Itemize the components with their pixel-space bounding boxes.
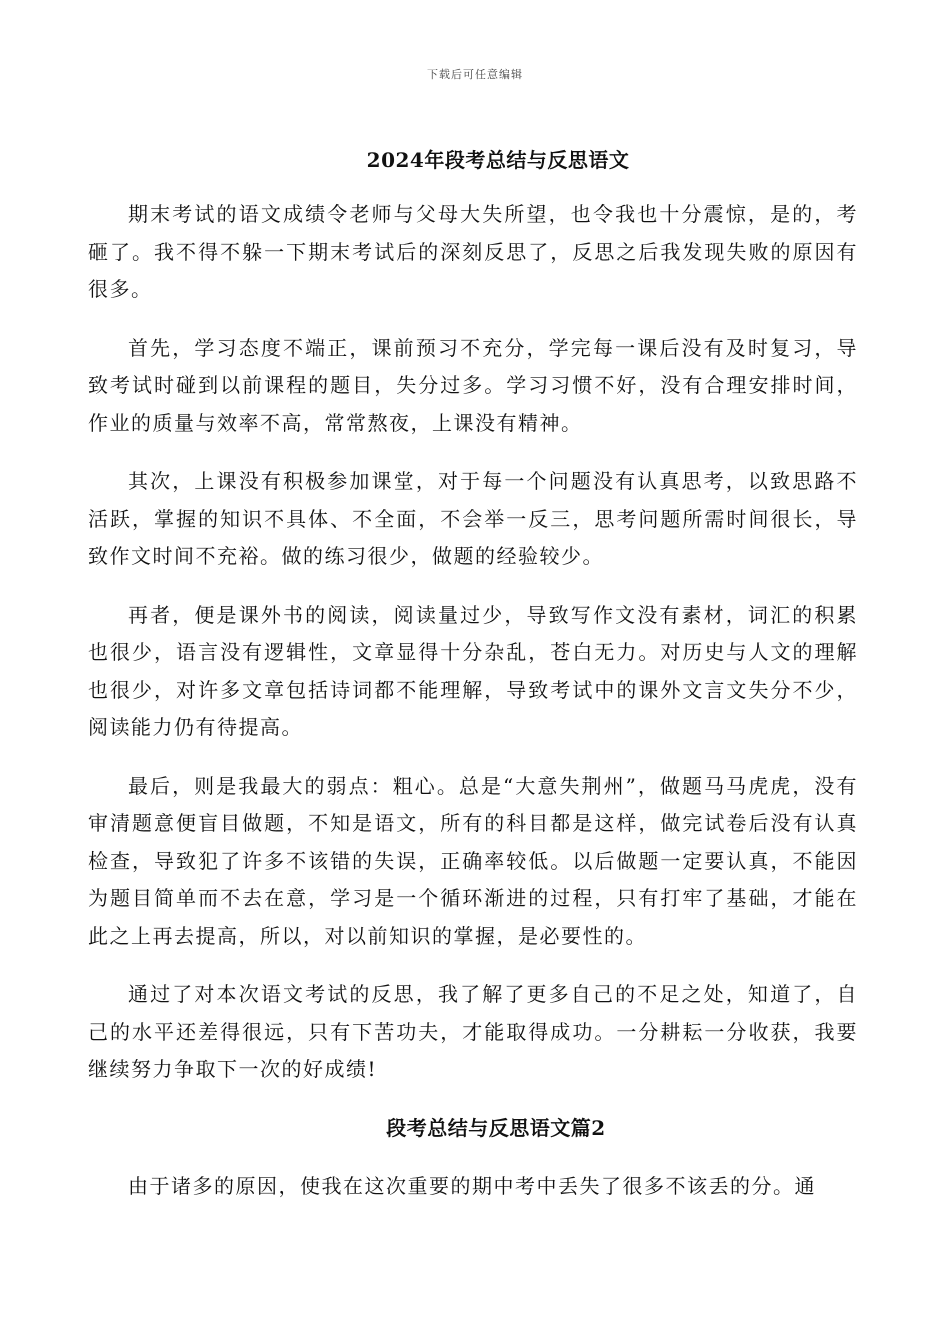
paragraph-2: 首先，学习态度不端正，课前预习不充分，学完每一课后没有及时复习，导致考试时碰到以前课程的题目，失分过多。学习习惯不好，没有合理安排时间，作业的质量与效率不高，常常熬夜，上课没有精神。: [88, 335, 858, 435]
document-body: [88, 196, 858, 1227]
paragraph-5: 最后，则是我最大的弱点：粗心。总是“大意失荆州”，做题马马虎虎，没有审清题意便盲目做题，不知是语文，所有的科目都是这样，做完试卷后没有认真检查，导致犯了许多不该错的失误，正确率较低。以后做题一定要认真，不能因为题目简单而不去在意，学习是一个循环渐进的过程，只有打牢了基础，才能在此之上再去提高，所以，对以前知识的掌握，是必要性的。: [88, 773, 858, 948]
paragraph-1: 期末考试的语文成绩令老师与父母大失所望，也令我也十分震惊，是的，考砸了。我不得不躲一下期末考试后的深刻反思了，反思之后我发现失败的原因有很多。: [88, 202, 858, 301]
section-2-title: 段考总结与反思语文篇2: [386, 1115, 606, 1140]
section-2-paragraph-1: 由于诸多的原因，使我在这次重要的期中考中丢失了很多不该丢的分。通: [128, 1174, 816, 1198]
document-title: 2024年段考总结与反思语文: [366, 148, 630, 172]
header-note: 下载后可任意编辑: [427, 68, 523, 81]
paragraph-4: 再者，便是课外书的阅读，阅读量过少，导致写作文没有素材，词汇的积累也很少，语言没有逻辑性，文章显得十分杂乱，苍白无力。对历史与人文的理解也很少，对许多文章包括诗词都不能理解，导致考试中的课外文言文失分不少，阅读能力仍有待提高。: [88, 602, 858, 739]
paragraph-3: 其次，上课没有积极参加课堂，对于每一个问题没有认真思考，以致思路不活跃，掌握的知识不具体、不全面，不会举一反三，思考问题所需时间很长，导致作文时间不充裕。做的练习很少，做题的经验较少。: [88, 469, 858, 568]
paragraph-6: 通过了对本次语文考试的反思，我了解了更多自己的不足之处，知道了，自己的水平还差得很远，只有下苦功夫，才能取得成功。一分耕耘一分收获，我要继续努力争取下一次的好成绩!: [88, 982, 858, 1081]
